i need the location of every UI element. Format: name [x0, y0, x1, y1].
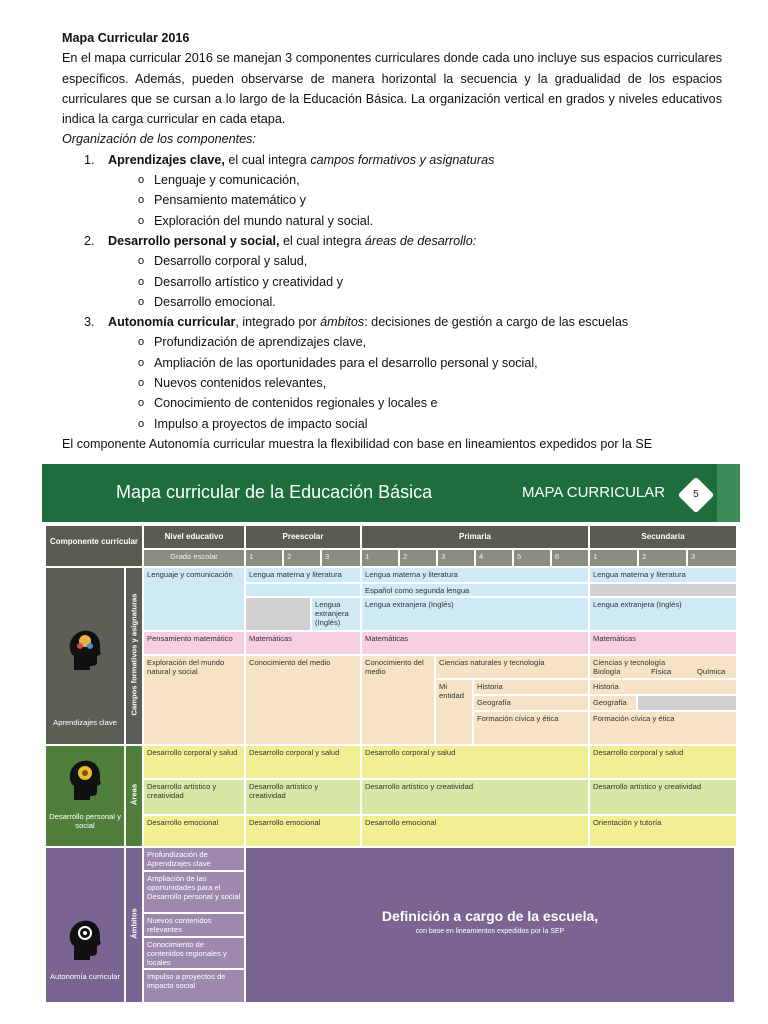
row-label-artistico: Desarrollo artístico y creatividad	[144, 780, 244, 814]
header-preescolar: Preescolar	[246, 526, 360, 548]
row-label-lenguaje: Lenguaje y comunicación	[144, 568, 244, 630]
row-label-emocional: Desarrollo emocional	[144, 816, 244, 846]
subject-biologia: Biología	[593, 667, 621, 676]
cell-formacion-sec: Formación cívica y ética	[590, 712, 736, 744]
list-item	[138, 353, 722, 373]
cell-geografia-sec: Geografía	[590, 696, 636, 710]
list-item-text: Ampliación de las oportunidades para el desarrollo personal y social,	[154, 355, 538, 370]
cell-mate-pri: Matemáticas	[362, 632, 588, 654]
side-label-autonomia: Autonomía curricular	[49, 972, 121, 981]
list-item	[138, 332, 722, 352]
list-item-text: Nuevos contenidos relevantes,	[154, 376, 327, 391]
list-item-text: Desarrollo artístico y creatividad y	[154, 274, 343, 289]
row-label-exploracion: Exploración del mundo natural y social	[144, 656, 244, 744]
list-item-text: Lenguaje y comunicación,	[154, 173, 300, 188]
cell-historia-pri: Historia	[474, 680, 588, 694]
grade-pre-2: 2	[284, 550, 320, 566]
side-label-desarrollo: Desarrollo personal y social	[49, 812, 121, 830]
grade-sec-3: 3	[688, 550, 736, 566]
cell-corporal-pri: Desarrollo corporal y salud	[362, 746, 588, 778]
section-label-campos: Campos formativos y asignaturas	[129, 593, 139, 716]
bullet: o	[138, 336, 145, 349]
list-item-text: Desarrollo emocional.	[154, 294, 276, 309]
document-body	[62, 28, 722, 454]
bullet: o	[138, 397, 145, 410]
list-item	[138, 170, 722, 190]
list-item-text: Impulso a proyectos de impacto social	[154, 416, 368, 431]
ambito-4: Conocimiento de contenidos regionales y locales	[144, 938, 244, 968]
side-block-aprendizajes	[46, 568, 124, 744]
component-name: Desarrollo personal y social,	[108, 233, 280, 248]
grade-pri-4: 4	[476, 550, 512, 566]
section-areas	[126, 746, 142, 846]
component-number: 3.	[84, 315, 95, 330]
component-number: 1.	[84, 152, 95, 167]
bullet: o	[138, 295, 145, 308]
components-list	[84, 150, 722, 434]
list-item-text: Pensamiento matemático y	[154, 193, 306, 208]
side-block-desarrollo	[46, 746, 124, 846]
cell-artistico-pre: Desarrollo artístico y creatividad	[246, 780, 360, 814]
section-label-areas: Áreas	[129, 783, 139, 806]
cell-mi-entidad: Mi entidad	[436, 680, 472, 744]
grade-pre-1: 1	[246, 550, 282, 566]
header-nivel: Nivel educativo	[144, 526, 244, 548]
definicion-subtitle: con base en lineamientos expedidos por la SEP	[415, 928, 565, 935]
section-campos	[126, 568, 142, 744]
subject-quimica: Química	[697, 667, 726, 676]
cell-lengua-ext-pre: Lengua extranjera (Inglés)	[312, 598, 360, 630]
banner-title: Mapa curricular de la Educación Básica	[116, 482, 433, 502]
header-secundaria: Secundaria	[590, 526, 736, 548]
curricular-map-figure	[42, 464, 740, 1002]
cell-emocional-pre: Desarrollo emocional	[246, 816, 360, 846]
cell-artistico-pri: Desarrollo artístico y creatividad	[362, 780, 588, 814]
side-block-autonomia	[46, 848, 124, 1002]
cell-mate-pre: Matemáticas	[246, 632, 360, 654]
list-item	[138, 211, 722, 231]
section-label-ambitos: Ámbitos	[129, 908, 139, 939]
component-subitems	[138, 251, 722, 312]
cell-geografia-pri: Geografía	[474, 696, 588, 710]
cell-lengua-materna-pre: Lengua materna y literatura	[246, 568, 360, 582]
row-label-pensamiento: Pensamiento matemático	[144, 632, 244, 654]
bullet: o	[138, 174, 145, 187]
cell-gray-pre	[246, 598, 310, 630]
list-item	[138, 393, 722, 413]
cell-emocional-pri: Desarrollo emocional	[362, 816, 588, 846]
cell-mate-sec: Matemáticas	[590, 632, 736, 654]
intro-paragraph: En el mapa curricular 2016 se manejan 3 componentes curriculares donde cada uno incluye sus espacios curriculares específicos. Además, pueden observarse de manera horizontal la secuencia y la gradualidad de los espacios curriculares que se cursan a lo largo de la Educación Básica. La organización vertical en grados y niveles educativos indica la carga curricular en cada etapa.	[62, 51, 722, 127]
bullet: o	[138, 417, 145, 430]
header-grado: Grado escolar	[144, 550, 244, 566]
list-item-text: Profundización de aprendizajes clave,	[154, 335, 367, 350]
definicion-escuela-block	[246, 848, 734, 1002]
bullet: o	[138, 214, 145, 227]
grade-pri-5: 5	[514, 550, 550, 566]
cell-lengua-ext-pri: Lengua extranjera (Inglés)	[362, 598, 588, 630]
component-integra: ámbitos	[320, 315, 365, 330]
bullet: o	[138, 377, 145, 390]
cell-gray-sec	[590, 584, 736, 596]
section-ambitos	[126, 848, 142, 1002]
cell-corporal-pre: Desarrollo corporal y salud	[246, 746, 360, 778]
row-label-corporal: Desarrollo corporal y salud	[144, 746, 244, 778]
page-number-badge	[678, 477, 715, 514]
banner-decoration	[717, 464, 740, 522]
curricular-table	[46, 526, 736, 1002]
component-name: Aprendizajes clave,	[108, 152, 225, 167]
ambito-3: Nuevos contenidos relevantes	[144, 914, 244, 936]
header-primaria: Primaria	[362, 526, 588, 548]
grade-sec-2: 2	[639, 550, 686, 566]
list-item	[138, 251, 722, 271]
list-item	[138, 373, 722, 393]
bullet: o	[138, 255, 145, 268]
grade-pri-3: 3	[438, 550, 474, 566]
closing-paragraph: El componente Autonomía curricular muestra la flexibilidad con base en lineamientos expedidos por la SE	[62, 436, 653, 451]
cell-espanol-segunda: Español como segunda lengua	[362, 584, 588, 596]
grade-pri-6: 6	[552, 550, 588, 566]
list-item-text: Desarrollo corporal y salud,	[154, 254, 308, 269]
bullet: o	[138, 194, 145, 207]
component-item-2	[84, 231, 722, 312]
header-componente: Componente curricular	[46, 526, 142, 566]
subject-fisica: Física	[651, 667, 672, 676]
bullet: o	[138, 356, 145, 369]
cell-ciencias-pri: Ciencias naturales y tecnología	[436, 656, 588, 678]
head-brain-icon	[66, 626, 104, 674]
component-subitems	[138, 332, 722, 433]
definicion-title: Definición a cargo de la escuela,	[381, 908, 599, 924]
cell-conocimiento-pre: Conocimiento del medio	[246, 656, 360, 744]
list-item	[138, 292, 722, 312]
banner-right-title: MAPA CURRICULAR	[522, 484, 666, 501]
cell-orientacion-sec: Orientación y tutoría	[590, 816, 736, 846]
cell-ciencias-sec	[590, 656, 736, 678]
grade-pri-1: 1	[362, 550, 398, 566]
head-flower-icon	[66, 756, 104, 804]
figure-banner	[42, 464, 740, 522]
org-heading: Organización de los componentes:	[62, 132, 256, 147]
ciencias-sec-subjects	[593, 667, 733, 676]
component-integra: campos formativos y asignaturas	[310, 152, 495, 167]
component-connector: el cual integra	[224, 152, 311, 167]
cell-corporal-sec: Desarrollo corporal y salud	[590, 746, 736, 778]
ambito-5: Impulso a proyectos de impacto social	[144, 970, 244, 1002]
component-item-3	[84, 312, 722, 434]
cell-gray-geo	[638, 696, 736, 710]
cell-historia-sec: Historia	[590, 680, 736, 694]
document-title: Mapa Curricular 2016	[62, 31, 190, 45]
list-item-text: Conocimiento de contenidos regionales y locales e	[154, 396, 438, 411]
head-gear-icon	[66, 916, 104, 964]
cell-artistico-sec: Desarrollo artístico y creatividad	[590, 780, 736, 814]
list-item	[138, 414, 722, 434]
ambito-2: Ampliación de las oportunidades para el Desarrollo personal y social	[144, 872, 244, 912]
list-item	[138, 190, 722, 210]
grade-sec-1: 1	[590, 550, 637, 566]
list-item-text: Exploración del mundo natural y social.	[154, 213, 374, 228]
cell-blank-pre	[246, 584, 360, 596]
ciencias-sec-label: Ciencias y tecnología	[593, 658, 666, 667]
component-name: Autonomía curricular	[108, 315, 236, 330]
component-connector: el cual integra	[279, 233, 365, 248]
component-subitems	[138, 170, 722, 231]
list-item	[138, 272, 722, 292]
grade-pre-3: 3	[322, 550, 360, 566]
bullet: o	[138, 275, 145, 288]
cell-lengua-ext-sec: Lengua extranjera (Inglés)	[590, 598, 736, 630]
cell-lengua-materna-pri: Lengua materna y literatura	[362, 568, 588, 582]
component-item-1	[84, 150, 722, 231]
component-tail: : decisiones de gestión a cargo de las escuelas	[364, 315, 629, 330]
cell-formacion-pri: Formación cívica y ética	[474, 712, 588, 744]
ambito-1: Profundización de Aprendizajes clave	[144, 848, 244, 870]
component-connector: , integrado por	[235, 315, 321, 330]
cell-conocimiento-pri: Conocimiento del medio	[362, 656, 434, 744]
cell-lengua-materna-sec: Lengua materna y literatura	[590, 568, 736, 582]
grade-pri-2: 2	[400, 550, 436, 566]
side-label-aprendizajes: Aprendizajes clave	[53, 718, 117, 727]
component-integra: áreas de desarrollo:	[364, 233, 477, 248]
component-number: 2.	[84, 233, 95, 248]
page-number: 5	[693, 489, 699, 500]
